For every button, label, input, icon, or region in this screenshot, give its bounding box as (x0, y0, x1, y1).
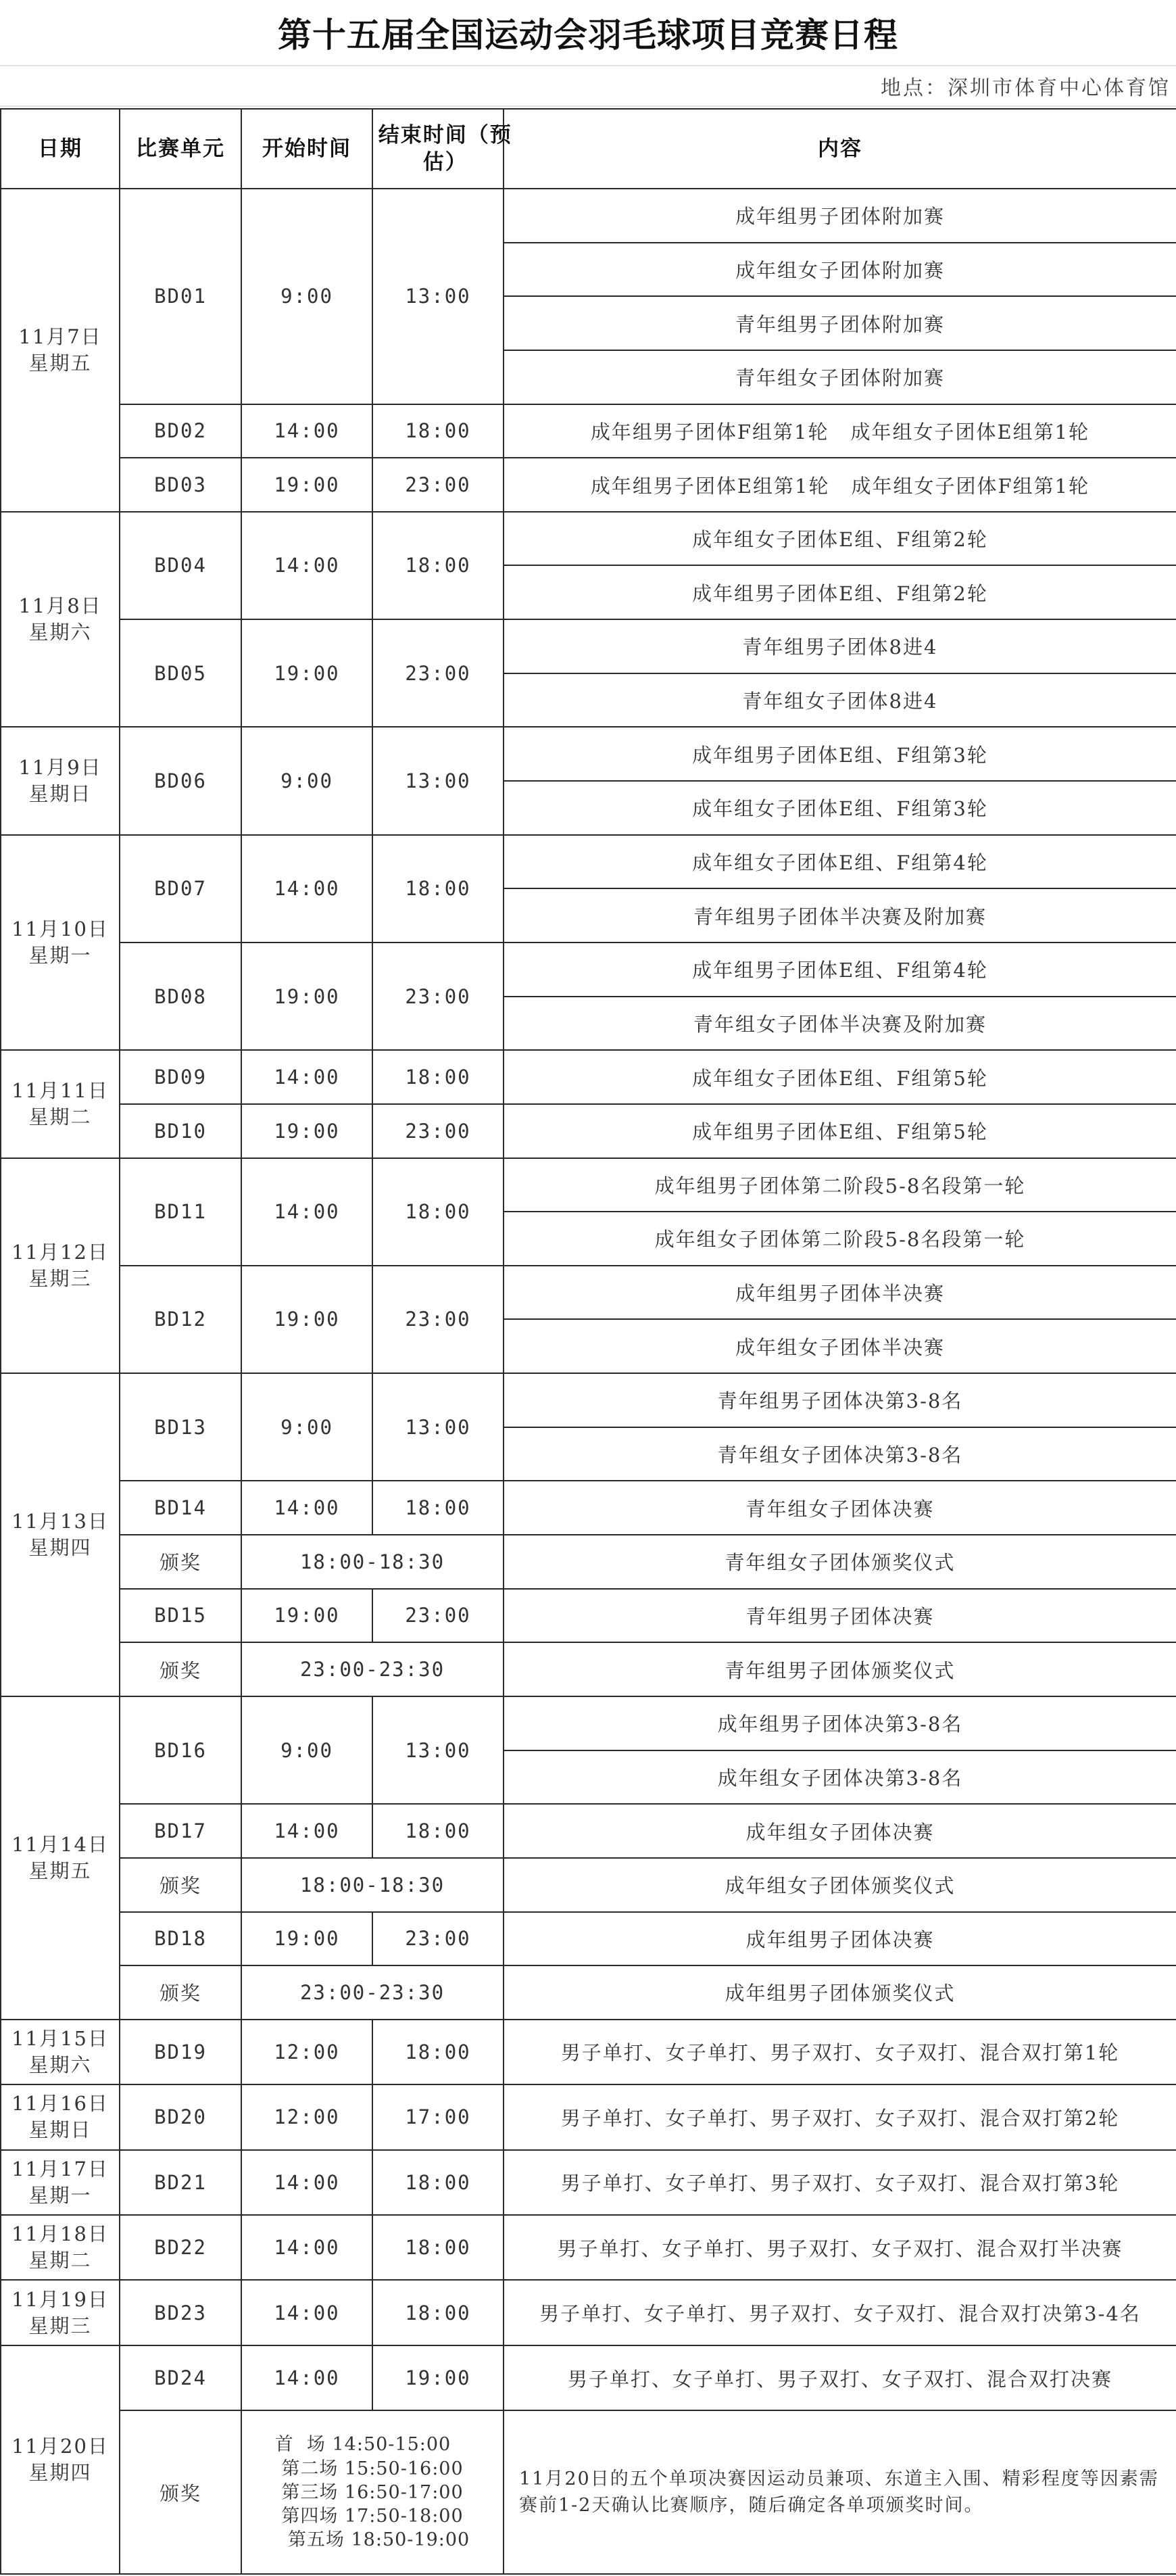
content-cell: 青年组男子团体决第3-8名 (504, 1373, 1176, 1427)
table-row (1, 1373, 1176, 1427)
unit-code: BD05 (120, 619, 241, 727)
award-time-line: 第三场 16:50-17:00 (274, 2481, 464, 2503)
content-cell: 成年组男子团体E组、F组第4轮 (504, 943, 1176, 997)
award-times (241, 2410, 504, 2574)
weekday-label: 星期二 (28, 1105, 92, 1128)
unit-code: BD23 (120, 2280, 241, 2345)
content-item: 成年组男子团体E组第1轮 (590, 474, 830, 498)
unit-code: BD20 (120, 2084, 241, 2149)
start-time: 19:00 (241, 943, 372, 1050)
date-cell (1, 2020, 120, 2084)
table-row (1, 835, 1176, 889)
content-item: 成年组女子团体F组第1轮 (851, 474, 1090, 498)
award-label: 颁奖 (120, 1642, 241, 1696)
date-label: 11月15日 (11, 2026, 109, 2050)
content-cell: 青年组男子团体颁奖仪式 (504, 1642, 1176, 1696)
content-cell: 男子单打、女子单打、男子双打、女子双打、混合双打半决赛 (504, 2215, 1176, 2280)
table-row (1, 619, 1176, 673)
table-row (1, 2020, 1176, 2084)
unit-code: BD18 (120, 1912, 241, 1966)
end-time: 18:00 (372, 835, 504, 943)
award-time-line: 首 场 14:50-15:00 (274, 2434, 451, 2456)
weekday-label: 星期五 (28, 1859, 92, 1882)
unit-code: BD11 (120, 1158, 241, 1266)
content-cell: 成年组女子团体E组、F组第4轮 (504, 835, 1176, 889)
content-cell: 成年组男子团体决赛 (504, 1912, 1176, 1966)
unit-code: BD02 (120, 404, 241, 458)
end-time: 18:00 (372, 2020, 504, 2084)
unit-code: BD06 (120, 727, 241, 834)
table-row (1, 1965, 1176, 2020)
end-time: 13:00 (372, 1373, 504, 1481)
date-cell (1, 1696, 120, 2020)
unit-code: BD24 (120, 2345, 241, 2410)
unit-code: BD21 (120, 2150, 241, 2215)
date-cell (1, 512, 120, 728)
start-time: 9:00 (241, 727, 372, 834)
start-time: 9:00 (241, 1373, 372, 1481)
end-time: 13:00 (372, 189, 504, 404)
date-cell (1, 2150, 120, 2215)
date-cell (1, 1373, 120, 1696)
content-cell (504, 404, 1176, 458)
weekday-label: 星期四 (28, 2460, 92, 2484)
weekday-label: 星期日 (28, 782, 92, 806)
date-label: 11月12日 (11, 1240, 109, 1264)
table-row (1, 1158, 1176, 1212)
start-time: 9:00 (241, 1696, 372, 1804)
table-row (1, 1266, 1176, 1320)
content-cell: 成年组女子团体决第3-8名 (504, 1750, 1176, 1805)
end-time: 13:00 (372, 1696, 504, 1804)
award-time-list (275, 2433, 470, 2551)
table-row (1, 189, 1176, 243)
end-time: 18:00 (372, 1481, 504, 1535)
date-label: 11月20日 (11, 2434, 109, 2458)
content-cell: 青年组男子团体半决赛及附加赛 (504, 888, 1176, 943)
content-cell (504, 458, 1176, 512)
date-label: 11月14日 (11, 1832, 109, 1856)
content-cell: 青年组女子团体附加赛 (504, 350, 1176, 404)
start-time: 14:00 (241, 2345, 372, 2410)
weekday-label: 星期日 (28, 2118, 92, 2142)
col-header-content: 内容 (504, 109, 1176, 189)
content-cell: 青年组男子团体决赛 (504, 1589, 1176, 1643)
award-time: 18:00-18:30 (241, 1858, 504, 1912)
start-time: 19:00 (241, 619, 372, 727)
content-cell: 男子单打、女子单打、男子双打、女子双打、混合双打决第3-4名 (504, 2280, 1176, 2345)
table-row (1, 1912, 1176, 1966)
content-cell: 成年组女子团体决赛 (504, 1804, 1176, 1858)
content-cell: 成年组男子团体半决赛 (504, 1266, 1176, 1320)
start-time: 14:00 (241, 404, 372, 458)
unit-code: BD12 (120, 1266, 241, 1373)
content-cell: 成年组女子团体E组、F组第5轮 (504, 1050, 1176, 1104)
start-time: 14:00 (241, 1481, 372, 1535)
content-cell: 青年组男子团体8进4 (504, 619, 1176, 673)
weekday-label: 星期一 (28, 943, 92, 967)
date-cell (1, 1050, 120, 1158)
start-time: 14:00 (241, 1804, 372, 1858)
content-cell: 男子单打、女子单打、男子双打、女子双打、混合双打决赛 (504, 2345, 1176, 2410)
award-label: 颁奖 (120, 2410, 241, 2574)
award-time-line: 第二场 15:50-16:00 (274, 2458, 464, 2479)
date-cell (1, 1158, 120, 1374)
col-header-end-label: 结束时间（预估） (378, 122, 512, 174)
col-header-end (372, 109, 512, 189)
content-cell: 成年组男子团体E组、F组第3轮 (504, 727, 1176, 781)
table-row (1, 727, 1176, 781)
award-time: 18:00-18:30 (241, 1535, 504, 1589)
content-cell: 青年组女子团体8进4 (504, 673, 1176, 728)
award-time-line: 第五场 18:50-19:00 (274, 2529, 470, 2550)
table-row (1, 458, 1176, 512)
date-cell (1, 2280, 120, 2345)
content-cell: 成年组女子团体半决赛 (504, 1319, 1176, 1373)
weekday-label: 星期六 (28, 2053, 92, 2076)
start-time: 9:00 (241, 189, 372, 404)
unit-code: BD04 (120, 512, 241, 619)
end-time: 17:00 (372, 2084, 504, 2149)
table-row (1, 1804, 1176, 1858)
content-cell: 青年组男子团体附加赛 (504, 296, 1176, 350)
unit-code: BD01 (120, 189, 241, 404)
award-label: 颁奖 (120, 1535, 241, 1589)
date-label: 11月19日 (11, 2287, 109, 2311)
date-label: 11月7日 (18, 325, 102, 348)
start-time: 14:00 (241, 835, 372, 943)
unit-code: BD17 (120, 1804, 241, 1858)
start-time: 14:00 (241, 2215, 372, 2280)
content-cell: 成年组男子团体颁奖仪式 (504, 1965, 1176, 2020)
end-time: 18:00 (372, 2150, 504, 2215)
award-label: 颁奖 (120, 1858, 241, 1912)
table-row (1, 2084, 1176, 2149)
end-time: 18:00 (372, 404, 504, 458)
table-row (1, 1481, 1176, 1535)
content-item: 成年组男子团体F组第1轮 (590, 420, 829, 444)
award-label: 颁奖 (120, 1965, 241, 2020)
table-row (1, 1696, 1176, 1750)
content-cell: 成年组男子团体E组、F组第2轮 (504, 565, 1176, 619)
date-cell (1, 727, 120, 834)
unit-code: BD16 (120, 1696, 241, 1804)
content-cell: 成年组男子团体第二阶段5-8名段第一轮 (504, 1158, 1176, 1212)
unit-code: BD07 (120, 835, 241, 943)
date-cell (1, 2084, 120, 2149)
unit-code: BD10 (120, 1104, 241, 1158)
start-time: 19:00 (241, 1266, 372, 1373)
content-cell: 成年组女子团体第二阶段5-8名段第一轮 (504, 1212, 1176, 1266)
end-time: 18:00 (372, 1050, 504, 1104)
end-time: 23:00 (372, 1589, 504, 1643)
start-time: 19:00 (241, 458, 372, 512)
award-time-line: 第四场 17:50-18:00 (274, 2505, 464, 2527)
end-time: 18:00 (372, 2280, 504, 2345)
content-cell: 成年组女子团体颁奖仪式 (504, 1858, 1176, 1912)
date-label: 11月18日 (11, 2222, 109, 2246)
date-label: 11月8日 (18, 594, 102, 617)
start-time: 19:00 (241, 1589, 372, 1643)
award-time: 23:00-23:30 (241, 1642, 504, 1696)
col-header-date: 日期 (1, 109, 120, 189)
date-label: 11月16日 (11, 2092, 109, 2116)
unit-code: BD19 (120, 2020, 241, 2084)
end-time: 23:00 (372, 1912, 504, 1966)
date-cell (1, 2345, 120, 2574)
unit-code: BD22 (120, 2215, 241, 2280)
col-header-unit: 比赛单元 (120, 109, 241, 189)
start-time: 14:00 (241, 512, 372, 619)
table-row (1, 512, 1176, 566)
table-row (1, 404, 1176, 458)
table-row (1, 2280, 1176, 2345)
start-time: 12:00 (241, 2020, 372, 2084)
table-row (1, 2150, 1176, 2215)
date-label: 11月13日 (11, 1509, 109, 1533)
weekday-label: 星期五 (28, 351, 92, 375)
weekday-label: 星期四 (28, 1536, 92, 1560)
unit-code: BD14 (120, 1481, 241, 1535)
weekday-label: 星期二 (28, 2249, 92, 2272)
end-time: 23:00 (372, 1104, 504, 1158)
end-time: 18:00 (372, 2215, 504, 2280)
weekday-label: 星期一 (28, 2183, 92, 2207)
content-cell: 成年组男子团体决第3-8名 (504, 1696, 1176, 1750)
table-row (1, 1050, 1176, 1104)
table-row (1, 1858, 1176, 1912)
table-row (1, 943, 1176, 997)
content-cell: 成年组女子团体E组、F组第2轮 (504, 512, 1176, 566)
start-time: 12:00 (241, 2084, 372, 2149)
unit-code: BD13 (120, 1373, 241, 1481)
award-note: 11月20日的五个单项决赛因运动员兼项、东道主入围、精彩程度等因素需赛前1-2天确认比赛顺序，随后确定各单项颁奖时间。 (504, 2410, 1176, 2574)
unit-code: BD09 (120, 1050, 241, 1104)
date-label: 11月9日 (18, 755, 102, 779)
start-time: 14:00 (241, 2280, 372, 2345)
table-row (1, 1589, 1176, 1643)
table-row (1, 1642, 1176, 1696)
end-time: 23:00 (372, 458, 504, 512)
table-row (1, 1535, 1176, 1589)
table-row (1, 2345, 1176, 2410)
content-cell: 成年组女子团体附加赛 (504, 243, 1176, 297)
date-label: 11月11日 (11, 1078, 109, 1102)
page-title: 第十五届全国运动会羽毛球项目竞赛日程 (278, 16, 898, 55)
content-cell: 成年组女子团体E组、F组第3轮 (504, 781, 1176, 835)
unit-code: BD15 (120, 1589, 241, 1643)
content-cell: 青年组女子团体决赛 (504, 1481, 1176, 1535)
content-cell: 男子单打、女子单打、男子双打、女子双打、混合双打第2轮 (504, 2084, 1176, 2149)
table-row (1, 2410, 1176, 2574)
end-time: 18:00 (372, 1804, 504, 1858)
date-label: 11月17日 (11, 2157, 109, 2180)
date-cell (1, 835, 120, 1051)
award-time: 23:00-23:30 (241, 1965, 504, 2020)
content-cell: 青年组女子团体半决赛及附加赛 (504, 997, 1176, 1051)
table-row (1, 1104, 1176, 1158)
venue-location: 地点：深圳市体育中心体育馆 (0, 65, 1176, 107)
unit-code: BD03 (120, 458, 241, 512)
start-time: 14:00 (241, 1158, 372, 1266)
date-cell (1, 189, 120, 512)
end-time: 23:00 (372, 943, 504, 1050)
start-time: 19:00 (241, 1912, 372, 1966)
end-time: 23:00 (372, 1266, 504, 1373)
content-item: 成年组女子团体E组第1轮 (850, 420, 1090, 444)
start-time: 14:00 (241, 1050, 372, 1104)
end-time: 23:00 (372, 619, 504, 727)
date-cell (1, 2215, 120, 2280)
start-time: 19:00 (241, 1104, 372, 1158)
col-header-start: 开始时间 (241, 109, 372, 189)
weekday-label: 星期三 (28, 1266, 92, 1290)
content-cell: 男子单打、女子单打、男子双打、女子双打、混合双打第3轮 (504, 2150, 1176, 2215)
date-label: 11月10日 (11, 917, 109, 940)
table-row (1, 2215, 1176, 2280)
end-time: 13:00 (372, 727, 504, 834)
weekday-label: 星期三 (28, 2314, 92, 2337)
end-time: 18:00 (372, 512, 504, 619)
content-cell: 青年组女子团体决第3-8名 (504, 1427, 1176, 1481)
unit-code: BD08 (120, 943, 241, 1050)
content-cell: 青年组女子团体颁奖仪式 (504, 1535, 1176, 1589)
end-time: 19:00 (372, 2345, 504, 2410)
end-time: 18:00 (372, 1158, 504, 1266)
content-cell: 成年组男子团体E组、F组第5轮 (504, 1104, 1176, 1158)
schedule-table (0, 108, 1176, 2575)
table-header-row (1, 109, 1176, 189)
start-time: 14:00 (241, 2150, 372, 2215)
weekday-label: 星期六 (28, 621, 92, 644)
content-cell: 男子单打、女子单打、男子双打、女子双打、混合双打第1轮 (504, 2020, 1176, 2084)
content-cell: 成年组男子团体附加赛 (504, 189, 1176, 243)
